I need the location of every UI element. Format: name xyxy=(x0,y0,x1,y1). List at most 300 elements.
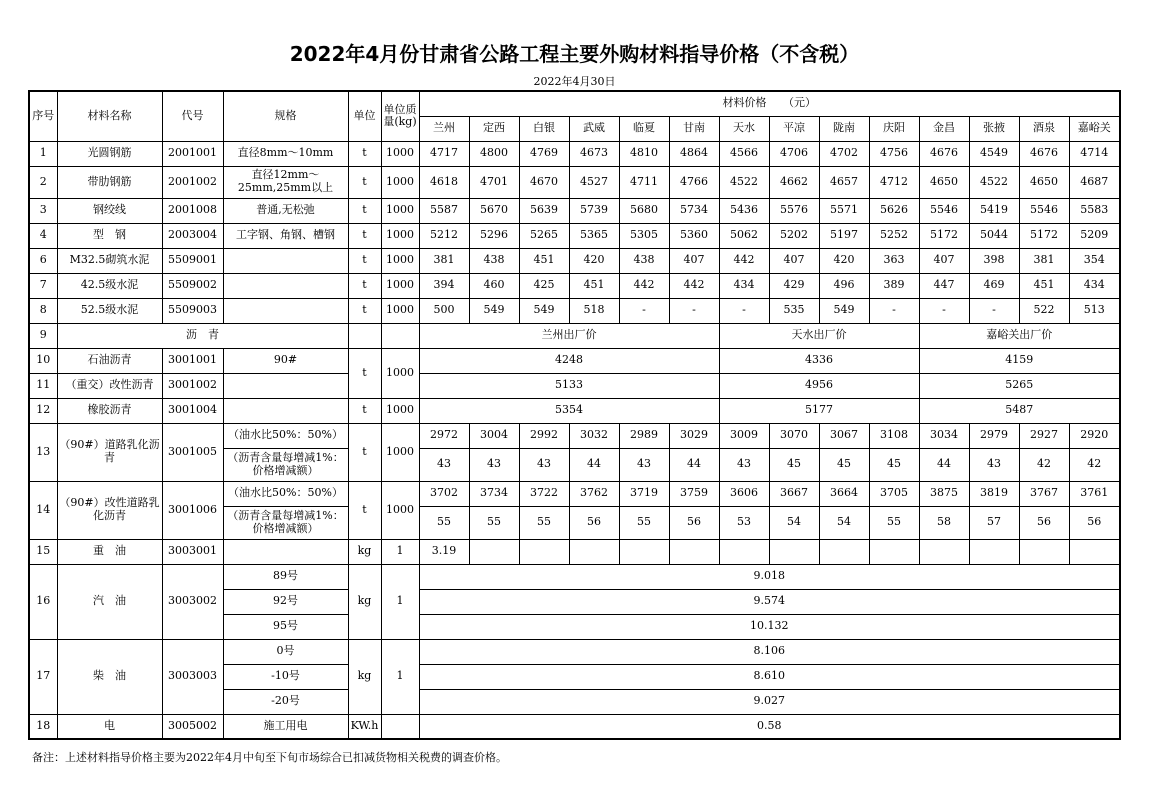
mass-cell: 1000 xyxy=(381,273,419,298)
material-code: 5509003 xyxy=(162,298,223,323)
table-row xyxy=(29,539,1120,564)
price-cell: 54 xyxy=(769,506,819,539)
spec-cell: 90# xyxy=(223,348,348,373)
material-name: 光圆钢筋 xyxy=(57,141,162,166)
spec-cell xyxy=(223,273,348,298)
price-cell: 4712 xyxy=(869,166,919,198)
report-date: 2022年4月30日 xyxy=(533,75,616,88)
material-name: 汽 油 xyxy=(57,564,162,639)
seq-cell: 3 xyxy=(29,198,57,223)
table-row xyxy=(29,348,1120,373)
table-row xyxy=(29,273,1120,298)
price-cell: 3719 xyxy=(619,481,669,506)
spec-cell xyxy=(223,373,348,398)
price-cell: 5296 xyxy=(469,223,519,248)
price-cell: 3067 xyxy=(819,423,869,448)
price-cell: 354 xyxy=(1069,248,1120,273)
price-cell: 5583 xyxy=(1069,198,1120,223)
price-cell: 389 xyxy=(869,273,919,298)
price-cell: 438 xyxy=(619,248,669,273)
price-cell: 5202 xyxy=(769,223,819,248)
price-cell: 56 xyxy=(1069,506,1120,539)
table-row xyxy=(29,298,1120,323)
price-cell: 460 xyxy=(469,273,519,298)
price-cell: - xyxy=(919,298,969,323)
unit-cell: t xyxy=(348,423,381,481)
price-cell xyxy=(569,539,619,564)
price-cell: 53 xyxy=(719,506,769,539)
material-code: 2001008 xyxy=(162,198,223,223)
footnote: 备注：上述材料指导价格主要为2022年4月中旬至下旬市场综合已扣减货物相关税费的调查价格。 xyxy=(32,751,507,764)
price-cell: 4670 xyxy=(519,166,569,198)
spec-cell: -20号 xyxy=(223,689,348,714)
price-cell: 4336 xyxy=(719,348,919,373)
spec-cell: 直径8mm～10mm xyxy=(223,141,348,166)
mass-cell: 1000 xyxy=(381,198,419,223)
price-cell: 4159 xyxy=(919,348,1120,373)
price-cell xyxy=(969,539,1019,564)
price-cell: 5044 xyxy=(969,223,1019,248)
price-cell xyxy=(719,539,769,564)
price-cell: 434 xyxy=(719,273,769,298)
price-cell: 3667 xyxy=(769,481,819,506)
price-cell: 58 xyxy=(919,506,969,539)
table-row xyxy=(29,398,1120,423)
price-cell: 3875 xyxy=(919,481,969,506)
table-row xyxy=(29,248,1120,273)
price-cell: 9.018 xyxy=(419,564,1120,589)
spec-cell: 工字钢、角钢、槽钢 xyxy=(223,223,348,248)
price-cell: 425 xyxy=(519,273,569,298)
price-cell: 451 xyxy=(569,273,619,298)
header-city: 兰州 xyxy=(419,116,469,141)
unit-cell: t xyxy=(348,398,381,423)
material-name: 电 xyxy=(57,714,162,739)
table-row xyxy=(29,639,1120,664)
mass-cell: 1 xyxy=(381,639,419,714)
seq-cell: 2 xyxy=(29,166,57,198)
price-cell: 3032 xyxy=(569,423,619,448)
price-cell: 434 xyxy=(1069,273,1120,298)
price-cell: 398 xyxy=(969,248,1019,273)
price-cell: 5305 xyxy=(619,223,669,248)
price-cell: 469 xyxy=(969,273,1019,298)
price-cell: 5365 xyxy=(569,223,619,248)
price-cell: 44 xyxy=(669,448,719,481)
price-cell: 496 xyxy=(819,273,869,298)
price-cell: 429 xyxy=(769,273,819,298)
price-cell: 3734 xyxy=(469,481,519,506)
price-cell: - xyxy=(869,298,919,323)
price-cell: - xyxy=(969,298,1019,323)
mass-cell: 1000 xyxy=(381,348,419,398)
unit-cell: t xyxy=(348,348,381,398)
price-cell: 5197 xyxy=(819,223,869,248)
header-spec: 规格 xyxy=(223,91,348,141)
header-city: 平凉 xyxy=(769,116,819,141)
price-cell: 5680 xyxy=(619,198,669,223)
price-cell: 5265 xyxy=(519,223,569,248)
price-cell: 447 xyxy=(919,273,969,298)
price-cell: 8.610 xyxy=(419,664,1120,689)
seq-cell: 18 xyxy=(29,714,57,739)
price-cell: 3722 xyxy=(519,481,569,506)
price-cell: 43 xyxy=(969,448,1019,481)
header-city: 定西 xyxy=(469,116,519,141)
price-cell: 442 xyxy=(719,248,769,273)
header-city: 陇南 xyxy=(819,116,869,141)
spec-cell: （沥青含量每增减1%：价格增减额） xyxy=(223,448,348,481)
mass-cell xyxy=(381,714,419,739)
price-cell: 3034 xyxy=(919,423,969,448)
price-cell: 2920 xyxy=(1069,423,1120,448)
price-cell: 4676 xyxy=(919,141,969,166)
asphalt-header-row xyxy=(29,323,1120,348)
spec-cell: （沥青含量每增减1%：价格增减额） xyxy=(223,506,348,539)
price-cell: 55 xyxy=(619,506,669,539)
price-cell: 549 xyxy=(469,298,519,323)
material-name: 钢绞线 xyxy=(57,198,162,223)
price-table xyxy=(28,90,1121,740)
material-name: 52.5级水泥 xyxy=(57,298,162,323)
material-name: 石油沥青 xyxy=(57,348,162,373)
table-row xyxy=(29,141,1120,166)
mass-cell: 1000 xyxy=(381,248,419,273)
price-cell: 3819 xyxy=(969,481,1019,506)
price-cell: 513 xyxy=(1069,298,1120,323)
price-cell: 394 xyxy=(419,273,469,298)
material-code: 3001005 xyxy=(162,423,223,481)
price-cell: 4800 xyxy=(469,141,519,166)
spec-cell xyxy=(223,539,348,564)
header-city: 临夏 xyxy=(619,116,669,141)
header-city: 白银 xyxy=(519,116,569,141)
price-cell: - xyxy=(669,298,719,323)
price-cell: 438 xyxy=(469,248,519,273)
header-unit: 单位 xyxy=(348,91,381,141)
mass-cell xyxy=(381,323,419,348)
price-cell: 2989 xyxy=(619,423,669,448)
price-cell: 5419 xyxy=(969,198,1019,223)
price-cell: 4549 xyxy=(969,141,1019,166)
material-name: M32.5砌筑水泥 xyxy=(57,248,162,273)
unit-cell: t xyxy=(348,273,381,298)
price-cell: 4650 xyxy=(919,166,969,198)
price-cell: 420 xyxy=(569,248,619,273)
seq-cell: 14 xyxy=(29,481,57,539)
header-city: 武威 xyxy=(569,116,619,141)
price-cell: 8.106 xyxy=(419,639,1120,664)
price-cell: 442 xyxy=(619,273,669,298)
material-name: 型 钢 xyxy=(57,223,162,248)
price-cell: 45 xyxy=(819,448,869,481)
table-row xyxy=(29,198,1120,223)
price-cell: 2972 xyxy=(419,423,469,448)
header-row xyxy=(29,91,1120,116)
price-cell: 4769 xyxy=(519,141,569,166)
price-cell: 5360 xyxy=(669,223,719,248)
spec-cell: 普通,无松弛 xyxy=(223,198,348,223)
price-cell: 407 xyxy=(669,248,719,273)
price-cell xyxy=(619,539,669,564)
price-cell: 500 xyxy=(419,298,469,323)
price-cell: 3108 xyxy=(869,423,919,448)
price-cell: 5734 xyxy=(669,198,719,223)
price-cell: 4810 xyxy=(619,141,669,166)
seq-cell: 9 xyxy=(29,323,57,348)
price-cell: 3702 xyxy=(419,481,469,506)
table-row xyxy=(29,223,1120,248)
header-code: 代号 xyxy=(162,91,223,141)
table-row xyxy=(29,373,1120,398)
material-name: （90#）道路乳化沥青 xyxy=(57,423,162,481)
price-cell: 42 xyxy=(1019,448,1069,481)
price-cell: 56 xyxy=(569,506,619,539)
price-cell: - xyxy=(619,298,669,323)
price-cell: 5739 xyxy=(569,198,619,223)
price-cell: 4522 xyxy=(969,166,1019,198)
price-cell: 407 xyxy=(769,248,819,273)
price-cell: 420 xyxy=(819,248,869,273)
seq-cell: 12 xyxy=(29,398,57,423)
price-cell: 5172 xyxy=(919,223,969,248)
unit-cell: t xyxy=(348,141,381,166)
material-name: 带肋钢筋 xyxy=(57,166,162,198)
price-cell: 5487 xyxy=(919,398,1120,423)
price-cell: 4662 xyxy=(769,166,819,198)
price-cell: 44 xyxy=(569,448,619,481)
material-code: 5509001 xyxy=(162,248,223,273)
header-city: 庆阳 xyxy=(869,116,919,141)
material-name: （90#）改性道路乳化沥青 xyxy=(57,481,162,539)
price-cell: 4676 xyxy=(1019,141,1069,166)
unit-cell: kg xyxy=(348,564,381,639)
price-cell: 4706 xyxy=(769,141,819,166)
seq-cell: 6 xyxy=(29,248,57,273)
header-name: 材料名称 xyxy=(57,91,162,141)
spec-cell xyxy=(223,248,348,273)
price-cell: 9.574 xyxy=(419,589,1120,614)
price-cell: 522 xyxy=(1019,298,1069,323)
header-city: 天水 xyxy=(719,116,769,141)
price-cell: 4248 xyxy=(419,348,719,373)
price-cell: 3762 xyxy=(569,481,619,506)
header-city: 金昌 xyxy=(919,116,969,141)
price-cell: 4527 xyxy=(569,166,619,198)
price-cell: 451 xyxy=(1019,273,1069,298)
price-cell xyxy=(919,539,969,564)
price-cell: 5546 xyxy=(1019,198,1069,223)
asphalt-label: 沥 青 xyxy=(57,323,348,348)
price-cell: 4566 xyxy=(719,141,769,166)
price-cell: 4618 xyxy=(419,166,469,198)
price-cell: 381 xyxy=(419,248,469,273)
price-cell: 4956 xyxy=(719,373,919,398)
price-cell: 3705 xyxy=(869,481,919,506)
unit-cell: t xyxy=(348,198,381,223)
material-code: 3003003 xyxy=(162,639,223,714)
price-cell: 43 xyxy=(519,448,569,481)
material-code: 3001004 xyxy=(162,398,223,423)
header-unit-mass: 单位质量(kg) xyxy=(381,91,419,141)
page-title: 2022年4月份甘肃省公路工程主要外购材料指导价格（不含税） xyxy=(289,42,860,66)
price-cell xyxy=(1069,539,1120,564)
price-cell: 5436 xyxy=(719,198,769,223)
material-code: 2003004 xyxy=(162,223,223,248)
price-cell: 4717 xyxy=(419,141,469,166)
seq-cell: 8 xyxy=(29,298,57,323)
price-cell: 43 xyxy=(719,448,769,481)
spec-cell: 0号 xyxy=(223,639,348,664)
table-row xyxy=(29,166,1120,198)
price-cell: 4864 xyxy=(669,141,719,166)
price-cell: 4702 xyxy=(819,141,869,166)
price-cell xyxy=(669,539,719,564)
spec-cell xyxy=(223,398,348,423)
price-cell: 2979 xyxy=(969,423,1019,448)
price-cell: 56 xyxy=(669,506,719,539)
price-cell: 3004 xyxy=(469,423,519,448)
price-cell: 5133 xyxy=(419,373,719,398)
mass-cell: 1000 xyxy=(381,398,419,423)
price-cell: 5670 xyxy=(469,198,519,223)
material-code: 5509002 xyxy=(162,273,223,298)
mass-cell: 1000 xyxy=(381,298,419,323)
price-cell: 4701 xyxy=(469,166,519,198)
seq-cell: 4 xyxy=(29,223,57,248)
price-cell: 2927 xyxy=(1019,423,1069,448)
mass-cell: 1000 xyxy=(381,141,419,166)
price-cell: 5587 xyxy=(419,198,469,223)
price-cell: 55 xyxy=(469,506,519,539)
material-code: 3003001 xyxy=(162,539,223,564)
price-cell: 0.58 xyxy=(419,714,1120,739)
price-cell: 4673 xyxy=(569,141,619,166)
price-cell: 9.027 xyxy=(419,689,1120,714)
price-cell: 3070 xyxy=(769,423,819,448)
mass-cell: 1000 xyxy=(381,223,419,248)
price-cell: 55 xyxy=(519,506,569,539)
material-name: 柴 油 xyxy=(57,639,162,714)
unit-cell xyxy=(348,323,381,348)
seq-cell: 16 xyxy=(29,564,57,639)
header-price: 材料价格 （元） xyxy=(419,91,1120,116)
price-cell: 549 xyxy=(819,298,869,323)
material-code: 3001002 xyxy=(162,373,223,398)
price-cell: 3.19 xyxy=(419,539,469,564)
price-cell: 43 xyxy=(469,448,519,481)
material-code: 2001001 xyxy=(162,141,223,166)
header-city: 张掖 xyxy=(969,116,1019,141)
spec-cell: 92号 xyxy=(223,589,348,614)
material-name: （重交）改性沥青 xyxy=(57,373,162,398)
spec-cell: （油水比50%：50%） xyxy=(223,481,348,506)
mass-cell: 1000 xyxy=(381,423,419,481)
mass-cell: 1000 xyxy=(381,166,419,198)
unit-cell: t xyxy=(348,248,381,273)
price-cell: 5546 xyxy=(919,198,969,223)
price-cell: - xyxy=(719,298,769,323)
price-cell: 43 xyxy=(619,448,669,481)
price-cell: 55 xyxy=(419,506,469,539)
price-cell xyxy=(869,539,919,564)
material-name: 重 油 xyxy=(57,539,162,564)
region-lanzhou: 兰州出厂价 xyxy=(419,323,719,348)
price-cell: 43 xyxy=(419,448,469,481)
spec-cell: （油水比50%：50%） xyxy=(223,423,348,448)
price-cell: 407 xyxy=(919,248,969,273)
material-code: 3003002 xyxy=(162,564,223,639)
mass-cell: 1000 xyxy=(381,481,419,539)
spec-cell: 直径12mm～25mm,25mm以上 xyxy=(223,166,348,198)
price-cell: 45 xyxy=(869,448,919,481)
price-cell: 5172 xyxy=(1019,223,1069,248)
material-code: 2001002 xyxy=(162,166,223,198)
price-cell: 3029 xyxy=(669,423,719,448)
price-cell: 4522 xyxy=(719,166,769,198)
mass-cell: 1 xyxy=(381,539,419,564)
price-cell: 5062 xyxy=(719,223,769,248)
price-cell: 3761 xyxy=(1069,481,1120,506)
price-cell: 3767 xyxy=(1019,481,1069,506)
seq-cell: 10 xyxy=(29,348,57,373)
price-cell xyxy=(819,539,869,564)
seq-cell: 15 xyxy=(29,539,57,564)
seq-cell: 1 xyxy=(29,141,57,166)
price-cell: 4650 xyxy=(1019,166,1069,198)
price-cell: 4687 xyxy=(1069,166,1120,198)
price-cell: 363 xyxy=(869,248,919,273)
price-cell xyxy=(519,539,569,564)
price-cell: 3759 xyxy=(669,481,719,506)
price-cell: 5354 xyxy=(419,398,719,423)
header-city: 酒泉 xyxy=(1019,116,1069,141)
price-cell: 57 xyxy=(969,506,1019,539)
unit-cell: kg xyxy=(348,539,381,564)
price-cell: 5209 xyxy=(1069,223,1120,248)
price-cell: 55 xyxy=(869,506,919,539)
price-cell: 5639 xyxy=(519,198,569,223)
price-cell: 5626 xyxy=(869,198,919,223)
price-cell: 5177 xyxy=(719,398,919,423)
region-tianshui: 天水出厂价 xyxy=(719,323,919,348)
price-cell: 451 xyxy=(519,248,569,273)
unit-cell: t xyxy=(348,481,381,539)
table-row xyxy=(29,423,1120,448)
price-cell: 3009 xyxy=(719,423,769,448)
header-seq: 序号 xyxy=(29,91,57,141)
price-cell: 518 xyxy=(569,298,619,323)
price-cell xyxy=(1019,539,1069,564)
unit-cell: kg xyxy=(348,639,381,714)
table-row xyxy=(29,564,1120,589)
spec-cell: -10号 xyxy=(223,664,348,689)
price-cell xyxy=(469,539,519,564)
price-cell: 5252 xyxy=(869,223,919,248)
price-cell: 5212 xyxy=(419,223,469,248)
price-cell: 4766 xyxy=(669,166,719,198)
seq-cell: 13 xyxy=(29,423,57,481)
header-city: 嘉峪关 xyxy=(1069,116,1120,141)
price-cell: 44 xyxy=(919,448,969,481)
unit-cell: t xyxy=(348,223,381,248)
price-cell: 549 xyxy=(519,298,569,323)
material-code: 3001006 xyxy=(162,481,223,539)
price-cell: 535 xyxy=(769,298,819,323)
material-code: 3005002 xyxy=(162,714,223,739)
spec-cell: 95号 xyxy=(223,614,348,639)
price-cell: 4657 xyxy=(819,166,869,198)
